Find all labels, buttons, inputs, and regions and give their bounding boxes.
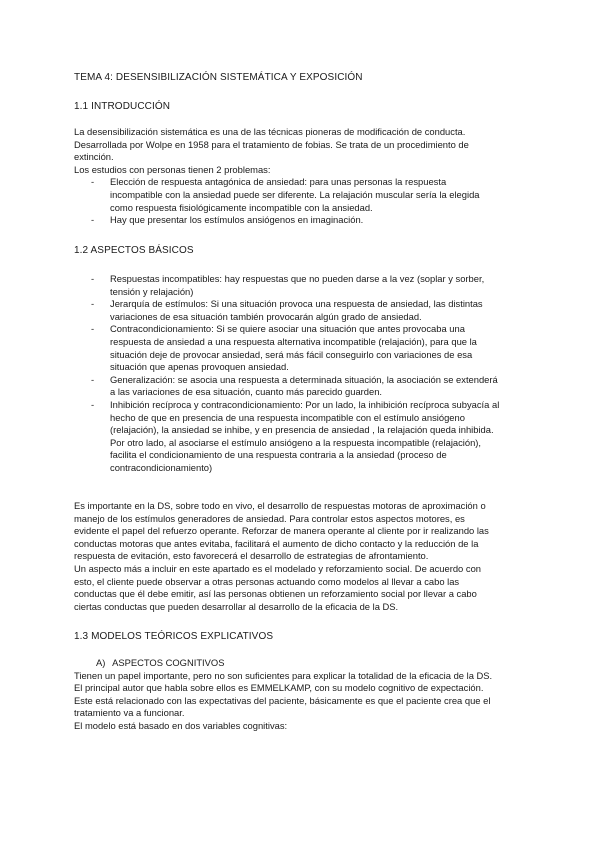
list-item: [74, 399, 526, 475]
text-line: Los estudios con personas tienen 2 problemas:: [74, 163, 271, 175]
text-line: Un aspecto más a incluir en este apartado es el modelado y reforzamiento social. De acuerdo con: [74, 562, 481, 574]
list-item: [74, 374, 526, 399]
list-item: [74, 273, 526, 298]
text-line: Tienen un papel importante, pero no son suficientes para explicar la totalidad de la eficacia de la DS.: [74, 669, 493, 681]
text-line: Elección de respuesta antagónica de ansiedad: para unas personas la respuesta: [110, 176, 447, 188]
text-line: facilita el condicionamiento de una respuesta contraria a la ansiedad (proceso de: [110, 449, 447, 461]
text-line: incompatible con la ansiedad puede ser diferente. La relajación muscular sería la elegida: [110, 188, 480, 200]
bullet-dash: -: [91, 398, 95, 410]
aspectos-basicos-paragraph: [74, 500, 526, 613]
text-line: evidente el papel del refuerzo operante. Reforzar de manera operante al cliente por ir realizando las: [74, 525, 489, 537]
text-line: conductas que él debe emitir, así las personas obtienen un reforzamiento social por llevar a cabo: [74, 588, 477, 600]
text-line: a las variaciones de esa situación, cuanto más parecido guarden.: [110, 386, 383, 398]
text-line: manejo de los estímulos generadores de ansiedad. Para controlar estos aspectos motores, es: [74, 512, 465, 524]
text-line: El principal autor que habla sobre ellos es EMMELKAMP, con su modelo cognitivo de expectación.: [74, 682, 484, 694]
text-line: Hay que presentar los estímulos ansiógenos en imaginación.: [110, 214, 364, 226]
sub-title: ASPECTOS COGNITIVOS: [112, 657, 225, 668]
problems-list: [74, 176, 526, 226]
heading-introduccion: 1.1 INTRODUCCIÓN: [74, 101, 171, 112]
text-line: Es importante en la DS, sobre todo en vivo, el desarrollo de respuestas motoras de aproximación o: [74, 500, 486, 511]
subheading-aspectos-cognitivos: [74, 657, 526, 670]
text-line: extinción.: [74, 151, 114, 163]
sub-label: A): [96, 657, 106, 668]
intro-section: [74, 126, 526, 227]
text-line: Inhibición recíproca y contracondicionamiento: Por un lado, la inhibición recíproca subyacía al: [110, 398, 500, 410]
text-line: Jerarquía de estímulos: Si una situación provoca una respuesta de ansiedad, las distintas: [110, 298, 483, 310]
text-line: respuesta de evitación, esto favorecerá el desarrollo de estrategias de afrontamiento.: [74, 550, 429, 562]
text-line: ciertas conductas que pueden desarrollar al desarrollo de la eficacia de la DS.: [74, 600, 399, 612]
list-item: [74, 214, 526, 227]
bullet-dash: -: [91, 323, 95, 335]
text-line: Generalización: se asocia una respuesta a determinada situación, la asociación se extenderá: [110, 373, 498, 385]
text-line: La desensibilización sistemática es una de las técnicas pioneras de modificación de conducta.: [74, 126, 466, 137]
text-line: Por otro lado, al asociarse el estímulo ansiógeno a la respuesta incompatible (relajación),: [110, 436, 482, 448]
modelos-section: [74, 657, 526, 733]
text-line: situación que apenas provoquen ansiedad.: [110, 361, 289, 373]
bullet-dash: -: [91, 373, 95, 385]
text-line: contracondicionamiento): [110, 461, 213, 473]
text-line: situación deje de provocar ansiedad, será más fácil conseguirlo con variaciones de esa: [110, 348, 473, 360]
text-line: (relajación), la ansiedad se inhibe, y en presencia de ansiedad , la relajación queda inhibida.: [110, 424, 494, 436]
text-line: variaciones de esa situación también provocarán algún grado de ansiedad.: [110, 310, 422, 322]
text-line: respuesta de ansiedad a una respuesta alternativa incompatible (relajación), para que la: [110, 335, 477, 347]
bullet-dash: -: [91, 176, 95, 188]
text-line: El modelo está basado en dos variables cognitivas:: [74, 719, 288, 731]
text-line: Desarrollada por Wolpe en 1958 para el tratamiento de fobias. Se trata de un procedimiento de: [74, 138, 469, 150]
text-line: Respuestas incompatibles: hay respuestas que no pueden darse a la vez (soplar y sorber,: [110, 273, 485, 284]
heading-aspectos-basicos: 1.2 ASPECTOS BÁSICOS: [74, 245, 194, 256]
bullet-dash: -: [91, 298, 95, 310]
document-title: TEMA 4: DESENSIBILIZACIÓN SISTEMÁTICA Y EXPOSICIÓN: [74, 72, 363, 83]
bullet-dash: -: [91, 214, 95, 226]
text-line: esto, el cliente puede observar a otras personas actuando como modelos al llevar a cabo las: [74, 575, 460, 587]
list-item: [74, 323, 526, 373]
text-line: Este está relacionado con las expectativas del paciente, básicamente es que el paciente crea que el: [74, 694, 491, 706]
bullet-dash: -: [91, 273, 95, 284]
text-line: hecho de que en presencia de una respuesta incompatible con el estímulo ansiógeno: [110, 411, 465, 423]
aspectos-basicos-list: [74, 273, 526, 475]
list-item: [74, 298, 526, 323]
list-item: [74, 176, 526, 214]
text-line: tratamiento va a funcionar.: [74, 707, 185, 719]
text-line: tensión y relajación): [110, 285, 194, 297]
text-line: conductas motoras que antes evitaba, facilitará el aumento de dicho contacto y la reducción de la: [74, 537, 479, 549]
text-line: como respuesta fisiológicamente incompatible con la ansiedad.: [110, 201, 373, 213]
text-line: Contracondicionamiento: Si se quiere asociar una situación que antes provocaba una: [110, 323, 465, 335]
heading-modelos-teoricos: 1.3 MODELOS TEÓRICOS EXPLICATIVOS: [74, 631, 274, 642]
